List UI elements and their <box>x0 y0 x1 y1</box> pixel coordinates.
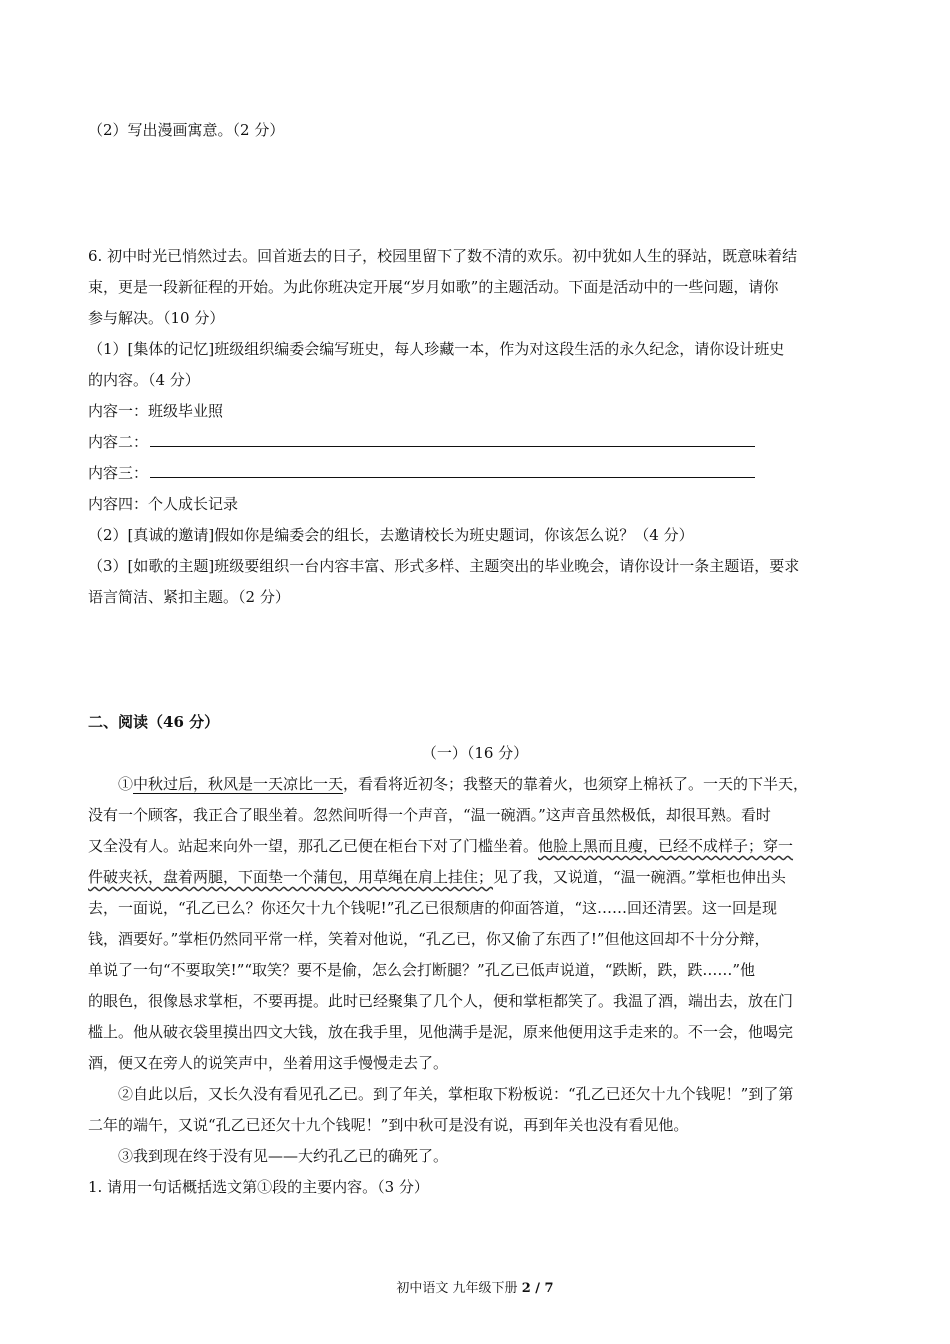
p1-line-4-rest: 见了我，又说道，“温一碗酒。”掌柜也伸出头 <box>493 868 786 886</box>
q6-content-3-label: 内容三： <box>88 464 149 482</box>
p2-line-1: ②自此以后，又长久没有看见孔乙已。到了年关，掌柜取下粉板说：“孔乙已还欠十九个钱呢！”到了第 <box>118 1085 794 1103</box>
p1-line-4 <box>88 867 868 887</box>
q6-content-1: 内容一：班级毕业照 <box>88 402 224 420</box>
answer-blank-3[interactable] <box>150 463 755 478</box>
q6-sub3-line-1: （3）[如歌的主题]班级要组织一台内容丰富、形式多样、主题突出的毕业晚会，请你设计一条主题语，要求 <box>88 557 800 575</box>
reading-question-1: 1. 请用一句话概括选文第①段的主要内容。（3 分） <box>88 1178 429 1196</box>
underlined-sentence: 中秋过后，秋风是一天凉比一天 <box>133 775 344 793</box>
q6-content-3 <box>88 463 868 483</box>
p1-marker: ① <box>118 775 134 793</box>
section-heading-reading: 二、阅读（46 分） <box>88 713 220 731</box>
q6-intro-line-3: 参与解决。（10 分） <box>88 309 225 327</box>
p1-line-7: 单说了一句“不要取笑!”“取笑？要不是偷，怎么会打断腿？”孔乙已低声说道，“跌断，跌，跌……”他 <box>88 961 756 979</box>
p1-line-3 <box>88 836 868 856</box>
p2-line-2: 二年的端午，又说“孔乙已还欠十九个钱呢！”到中秋可是没有说，再到年关也没有看见他。 <box>88 1116 689 1134</box>
q5-sub2: （2）写出漫画寓意。（2 分） <box>88 121 285 139</box>
wavy-underlined-sentence-2: 件破夹袄，盘着两腿，下面垫一个蒲包，用草绳在肩上挂住； <box>88 868 494 886</box>
p1-line-8: 的眼色，很像恳求掌柜，不要再提。此时已经聚集了几个人，便和掌柜都笑了。我温了酒，端出去，放在门 <box>88 992 794 1010</box>
wavy-underlined-sentence-1: 他脸上黑而且瘦，已经不成样子；穿一 <box>538 837 794 855</box>
p1-line-3-start: 又全没有人。站起来向外一望，那孔乙已便在柜台下对了门槛坐着。 <box>88 837 539 855</box>
p1-line-10: 酒，便又在旁人的说笑声中，坐着用这手慢慢走去了。 <box>88 1054 449 1072</box>
p1-line-2: 没有一个顾客，我正合了眼坐着。忽然间听得一个声音，“温一碗酒。”这声音虽然极低，却很耳熟。看时 <box>88 806 771 824</box>
p1-line-1-rest: ，看看将近初冬；我整天的靠着火，也须穿上棉袄了。一天的下半天， <box>343 775 809 793</box>
p1-line-5: 去，一面说，“孔乙已么？你还欠十九个钱呢!”孔乙已很颓唐的仰面答道，“这……回还清罢。这一回是现 <box>88 899 778 917</box>
p1-line-6: 钱，酒要好。”掌柜仍然同平常一样，笑着对他说，“孔乙已，你又偷了东西了!”但他这回却不十分分辩， <box>88 930 770 948</box>
q6-intro-line-2: 束，更是一段新征程的开始。为此你班决定开展“岁月如歌”的主题活动。下面是活动中的一些问题，请你 <box>88 278 779 296</box>
p1-line-9: 槛上。他从破衣袋里摸出四文大钱，放在我手里，见他满手是泥，原来他便用这手走来的。不一会，他喝完 <box>88 1023 794 1041</box>
part-1-title: （一）（16 分） <box>421 744 529 762</box>
q6-content-2-label: 内容二： <box>88 433 149 451</box>
page-number: 2 / 7 <box>521 1281 554 1296</box>
q6-sub1-line-1: （1）[集体的记忆]班级组织编委会编写班史，每人珍藏一本，作为对这段生活的永久纪念，请你设计班史 <box>88 340 785 358</box>
q6-sub2: （2）[真诚的邀请]假如你是编委会的组长，去邀请校长为班史题词，你该怎么说？（4 分） <box>88 526 694 544</box>
q6-sub3-line-2: 语言简洁、紧扣主题。（2 分） <box>88 588 290 606</box>
q6-sub1-line-2: 的内容。（4 分） <box>88 371 200 389</box>
p3-line: ③我到现在终于没有见——大约孔乙已的确死了。 <box>118 1147 449 1165</box>
q6-content-2 <box>88 432 868 452</box>
q6-intro-line-1: 6. 初中时光已悄然过去。回首逝去的日子，校园里留下了数不清的欢乐。初中犹如人生的驿站，既意味着结 <box>88 247 798 265</box>
answer-blank-2[interactable] <box>150 432 755 447</box>
page-footer <box>0 1280 950 1298</box>
footer-label: 初中语文 九年级下册 <box>396 1281 522 1296</box>
p1-line-1 <box>118 774 868 794</box>
q6-content-4: 内容四：个人成长记录 <box>88 495 239 513</box>
